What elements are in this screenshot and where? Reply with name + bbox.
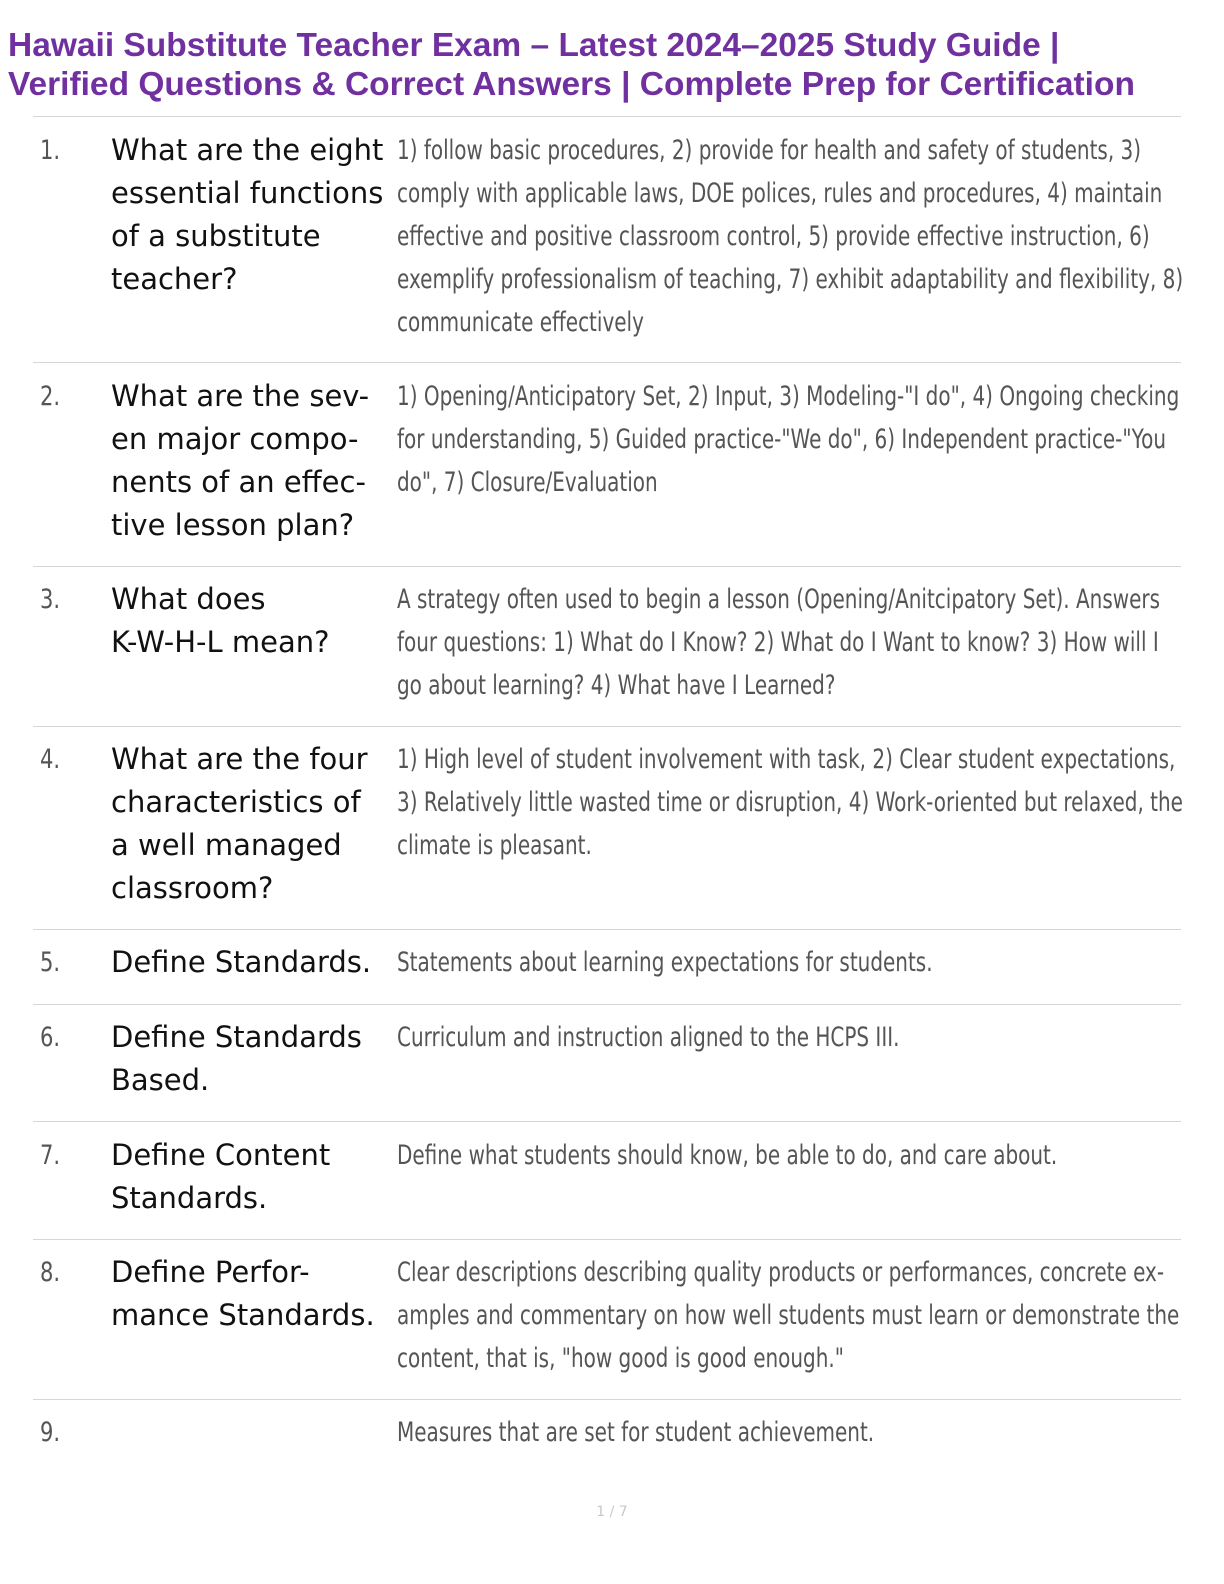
answer-text: A strategy often used to begin a lesson (Opening/Anitcipatory Set). Answers four questions: 1) What do I Know? 2) What do I Want to know? 3) How will I go about learning? 4) What have I Learned? [397, 584, 1160, 701]
question-text: What are the sev- en major compo- nents of an effec- tive lesson plan? [111, 379, 370, 542]
title-line-1: Hawaii Substitute Teacher Exam – Latest 2024–2025 Study Guide | [8, 27, 1060, 64]
question-text: What are the eight essential functions of a substitute teacher? [111, 133, 384, 296]
question-text: Define Standards Based. [111, 1020, 362, 1097]
question-text: What does K-W-H-L mean? [111, 582, 330, 659]
card-number: 7. [40, 1140, 61, 1171]
answer-text: Clear descriptions describing quality products or performances, concrete ex- amples and commentary on how well students must learn or demonstrate the content, that is, "how good is good enough." [397, 1257, 1180, 1374]
page-number: 1 / 7 [596, 1504, 628, 1520]
question-text: Define Perfor- mance Standards. [111, 1255, 375, 1332]
card-number: 8. [40, 1257, 61, 1288]
divider [33, 726, 1181, 727]
divider [33, 566, 1181, 567]
card-number: 2. [40, 381, 61, 412]
divider [33, 362, 1181, 363]
question-text: Define Content Standards. [111, 1138, 331, 1215]
card-number: 9. [40, 1417, 61, 1448]
divider [33, 116, 1181, 117]
card-number: 5. [40, 947, 61, 978]
divider [33, 929, 1181, 930]
document-title [8, 26, 1218, 104]
card-number: 1. [40, 135, 61, 166]
divider [33, 1399, 1181, 1400]
card-number: 4. [40, 744, 61, 775]
card-number: 6. [40, 1022, 61, 1053]
question-text: What are the four characteristics of a well managed classroom? [111, 742, 368, 905]
answer-text: 1) follow basic procedures, 2) provide for health and safety of students, 3) comply with applicable laws, DOE polices, rules and procedures, 4) maintain effective and positive classroom control, 5) provide effective instruction, 6) exemplify professionalism of teaching, 7) exhibit adaptability and flexibility, 8) communicate effectively [397, 135, 1184, 338]
title-line-2: Verified Questions & Correct Answers | Complete Prep for Certification [8, 66, 1135, 103]
divider [33, 1121, 1181, 1122]
answer-text: Define what students should know, be able to do, and care about. [397, 1140, 1058, 1171]
answer-text: 1) High level of student involvement with task, 2) Clear student expectations, 3) Relatively little wasted time or disruption, 4) Work-oriented but relaxed, the climate is pleasant. [397, 744, 1183, 861]
answer-text: Statements about learning expectations for students. [397, 947, 933, 978]
answer-text: Curriculum and instruction aligned to the HCPS III. [397, 1022, 900, 1053]
question-text: Define Standards. [111, 945, 372, 979]
card-number: 3. [40, 584, 61, 615]
answer-text: 1) Opening/Anticipatory Set, 2) Input, 3) Modeling-"I do", 4) Ongoing checking for understanding, 5) Guided practice-"We do", 6) Independent practice-"You do", 7) Closure/Evaluation [397, 381, 1180, 498]
answer-text: Measures that are set for student achievement. [397, 1417, 875, 1448]
divider [33, 1004, 1181, 1005]
divider [33, 1239, 1181, 1240]
